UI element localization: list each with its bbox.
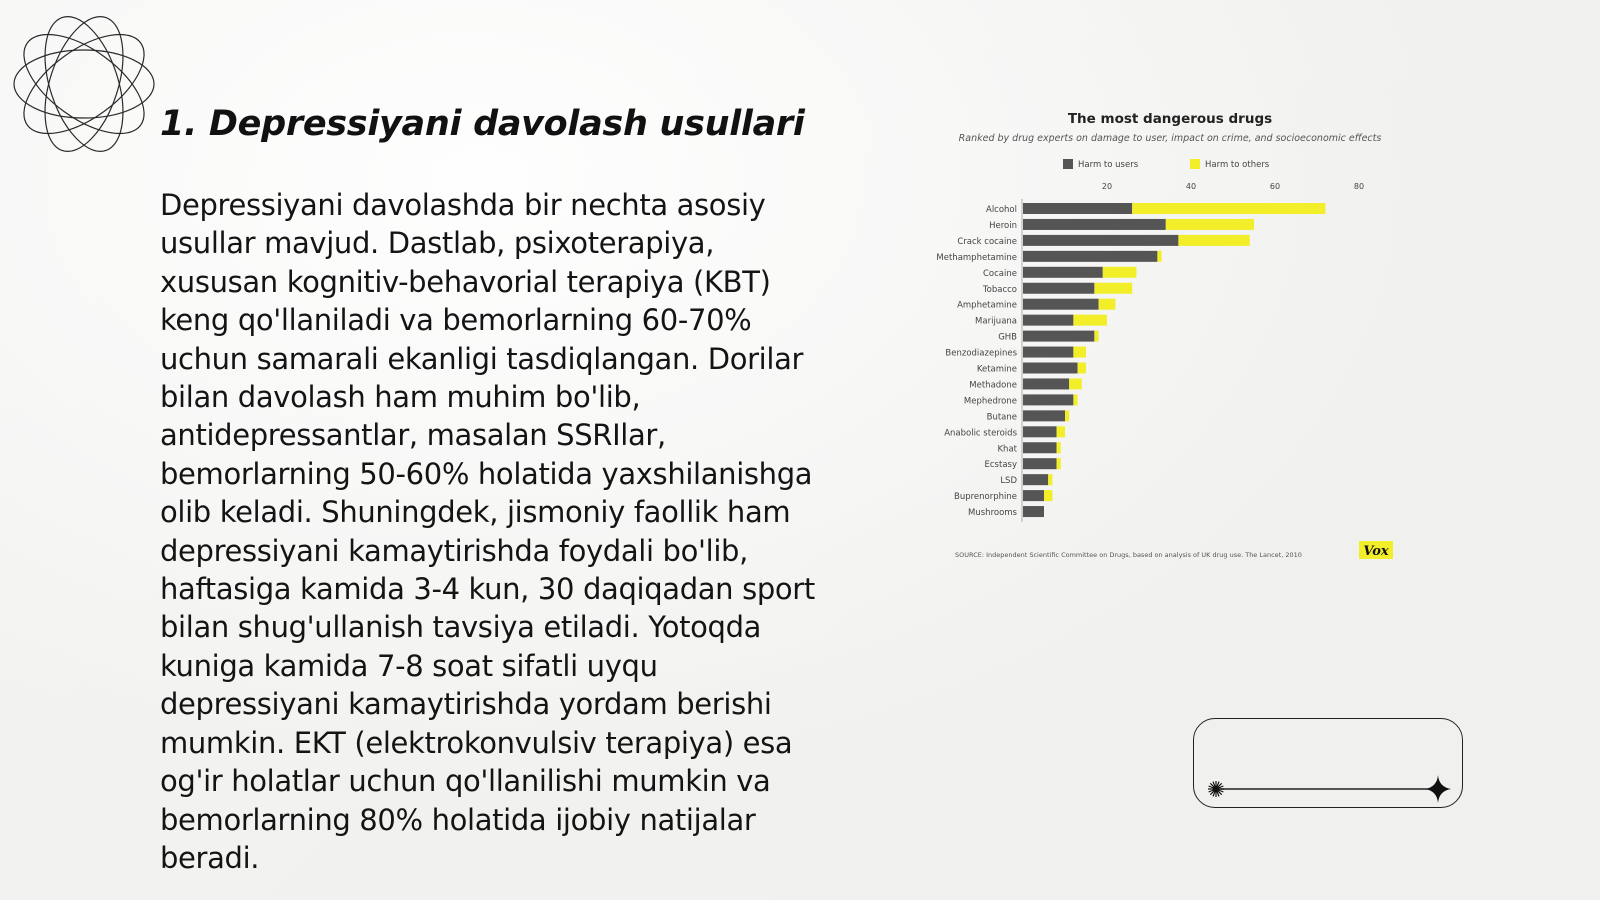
drug-harm-chart [936,105,1395,570]
category-label: Mephedrone [963,396,1017,407]
legend-label-users: Harm to users [1078,160,1139,170]
bar-harm-to-others [1048,474,1052,485]
category-label: Buprenorphine [954,492,1017,503]
category-label: Cocaine [983,268,1017,279]
legend-label-others: Harm to others [1205,160,1270,170]
category-label: Benzodiazepines [945,348,1017,359]
bar-harm-to-others [1166,219,1254,230]
bars [1022,199,1325,522]
bar-harm-to-users [1023,283,1094,294]
sunburst-icon[interactable] [1208,781,1224,797]
category-label: Amphetamine [957,300,1017,311]
bar-harm-to-users [1023,474,1048,485]
audio-player-widget[interactable] [1193,718,1463,808]
bar-harm-to-others [1057,442,1061,453]
bar-harm-to-users [1023,490,1044,501]
bar-harm-to-users [1023,442,1057,453]
bar-harm-to-others [1099,299,1116,310]
bar-harm-to-users [1023,378,1069,389]
category-label: Ketamine [976,364,1017,375]
category-label: Butane [986,412,1017,423]
sparkle-star-icon[interactable] [1425,775,1451,803]
bar-harm-to-others [1073,347,1086,358]
x-tick-label: 80 [1353,182,1365,191]
bar-harm-to-users [1023,235,1178,246]
bar-harm-to-users [1023,394,1073,405]
bar-harm-to-others [1044,490,1052,501]
bar-harm-to-others [1094,331,1098,342]
bar-harm-to-users [1023,363,1078,374]
bar-harm-to-others [1065,410,1069,421]
audio-player-graphic [1194,719,1464,809]
legend-swatch-users [1063,159,1073,169]
category-label: Alcohol [986,205,1017,215]
bar-harm-to-others [1073,315,1107,326]
bar-harm-to-others [1094,283,1132,294]
bar-harm-to-users [1023,331,1094,342]
vox-logo-text: Vox [1363,544,1389,559]
x-tick-label: 20 [1101,182,1113,191]
category-label: Tobacco [982,284,1017,295]
x-axis-ticks [1102,182,1364,191]
chart-title: The most dangerous drugs [1067,111,1273,127]
bar-harm-to-others [1069,378,1082,389]
category-label: Ecstasy [984,460,1017,471]
bar-harm-to-others [1157,251,1161,262]
bar-harm-to-users [1023,219,1166,230]
category-label: Heroin [989,220,1017,231]
bar-harm-to-others [1178,235,1249,246]
bar-harm-to-users [1023,315,1073,326]
bar-harm-to-users [1023,410,1065,421]
bar-harm-to-others [1057,458,1061,469]
category-label: Mushrooms [968,508,1017,519]
bar-harm-to-users [1023,506,1044,517]
bar-harm-to-users [1023,426,1057,437]
bar-harm-to-users [1023,267,1103,278]
category-labels [936,205,1017,518]
bar-harm-to-others [1073,394,1077,405]
orbit-rings-icon [10,10,158,158]
chart-source: SOURCE: Independent Scientific Committee on Drugs, based on analysis of UK drug use. The Lancet, 2010 [955,551,1302,559]
bar-harm-to-others [1057,426,1065,437]
category-label: Crack cocaine [957,236,1017,247]
bar-harm-to-others [1078,363,1086,374]
legend-swatch-others [1190,159,1200,169]
category-label: Methamphetamine [936,252,1017,263]
category-label: Methadone [969,380,1017,391]
category-label: Khat [997,444,1017,455]
body-paragraph: Depressiyani davolashda bir nechta asosiy usullar mavjud. Dastlab, psixoterapiya, xususan kognitiv-behavorial terapiya (KBT) keng qo'llaniladi va bemorlarning 60-70% uchun samarali ekanligi tasdiqlangan. Dorilar bilan davolash ham muhim bo'lib, antidepressantlar, masalan SSRIlar, bemorlarning 50-60% holatida yaxshilanishga olib keladi. Shuningdek, jismoniy faollik ham depressiyani kamaytirishda foydali bo'lib, haftasiga kamida 3-4 kun, 30 daqiqadan sport bilan shug'ullanish tavsiya etiladi. Yotoqda kuniga kamida 7-8 soat sifatli uyqu depressiyani kamaytirishda yordam berishi mumkin. EKT (elektrokonvulsiv terapiya) esa og'ir holatlar uchun qo'llanilishi mumkin va bemorlarning 80% holatida ijobiy natijalar beradi. [160,188,815,875]
bar-harm-to-others [1132,203,1325,214]
bar-harm-to-users [1023,203,1132,214]
bar-harm-to-users [1023,347,1073,358]
bar-harm-to-users [1023,299,1099,310]
x-tick-label: 60 [1269,182,1281,191]
category-label: Marijuana [975,316,1017,327]
category-label: LSD [1000,476,1017,487]
bar-harm-to-users [1023,251,1157,262]
chart-svg [936,105,1395,570]
bar-harm-to-users [1023,458,1057,469]
chart-subtitle: Ranked by drug experts on damage to user, impact on crime, and socioeconomic effects [958,133,1382,144]
category-label: GHB [998,332,1017,343]
bar-harm-to-others [1103,267,1137,278]
x-tick-label: 40 [1185,182,1197,191]
category-label: Anabolic steroids [944,428,1017,439]
slide-title: 1. Depressiyani davolash usullari [160,104,805,144]
